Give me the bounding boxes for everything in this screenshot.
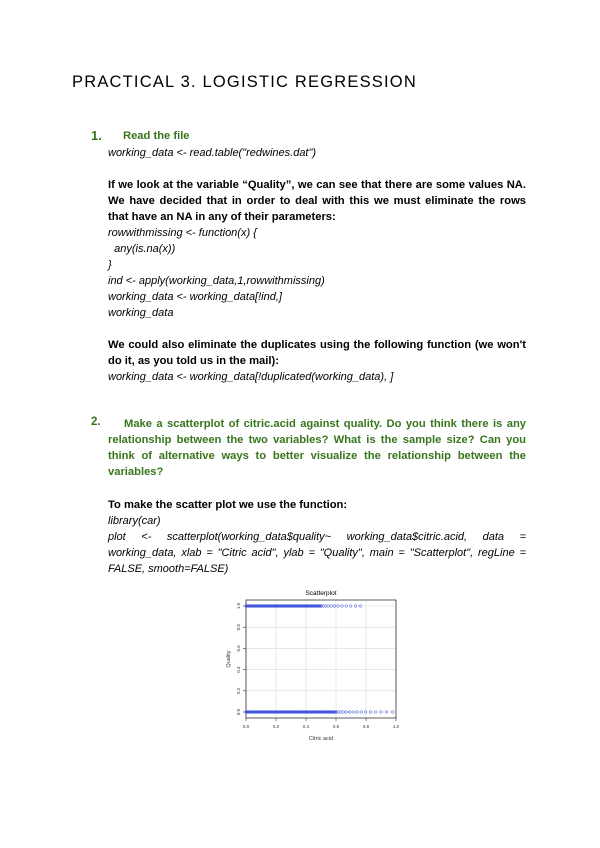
section-1-paragraph: If we look at the variable “Quality”, we can see that there are some values NA. We have decided that in order to deal with this we must eliminate the rows that have an NA in any of their parameters: xyxy=(108,179,526,223)
section-2-heading: Make a scatterplot of citric.acid against quality. Do you think there is any relationship between the two variables? What is the sample size? Can you think of alternative ways to better visualize the relationship between the variables? xyxy=(108,418,526,478)
x-tick-label: 0.4 xyxy=(302,724,310,729)
y-tick-label: 0.6 xyxy=(236,645,241,652)
section-1-number: 1. xyxy=(91,128,102,143)
plot-frame xyxy=(246,600,396,718)
section-2-code-library: library(car) xyxy=(108,515,161,527)
scatterplot-figure xyxy=(222,586,406,750)
chart-title: Scatterplot xyxy=(305,590,337,597)
x-tick-label: 0.8 xyxy=(362,724,370,729)
scatterplot-svg xyxy=(222,586,406,750)
section-1-code-read: working_data <- read.table("redwines.dat") xyxy=(108,147,317,159)
y-tick-label: 0.4 xyxy=(236,666,241,673)
x-tick-label: 0.2 xyxy=(272,724,280,729)
section-1-paragraph-duplicates: We could also eliminate the duplicates using the following function (we won't do it, as you told us in the mail): xyxy=(108,339,526,367)
y-tick-label: 0.2 xyxy=(236,687,241,694)
x-tick-label: 0.0 xyxy=(242,724,250,729)
section-2-paragraph: To make the scatter plot we use the function: xyxy=(108,499,348,511)
y-tick-label: 0.0 xyxy=(236,708,241,716)
x-tick-label: 1.0 xyxy=(392,724,400,729)
section-2-number: 2. xyxy=(91,416,101,428)
section-2-code-scatterplot: plot <- scatterplot(working_data$quality~ working_data$citric.acid, data = working_data, xlab = "Citric acid", ylab = "Quality", main = "Scatterplot", regLine = FALSE, smooth=FALSE) xyxy=(108,531,526,575)
x-tick-label: 0.6 xyxy=(332,724,340,729)
y-tick-label: 1.0 xyxy=(236,602,241,610)
y-tick-label: 0.8 xyxy=(236,624,241,631)
section-1-heading: Read the file xyxy=(123,130,190,142)
page-title: PRACTICAL 3. LOGISTIC REGRESSION xyxy=(72,73,417,91)
y-axis-label: Quality xyxy=(226,650,232,668)
section-1-code-duplicates: working_data <- working_data[!duplicated(working_data), ] xyxy=(108,371,394,383)
x-axis-label: Citric acid xyxy=(308,736,334,742)
section-1-code-na: rowwithmissing <- function(x) { any(is.na(x)) } ind <- apply(working_data,1,rowwithmissing) working_data <- working_data[!ind,] working_data xyxy=(108,227,325,319)
